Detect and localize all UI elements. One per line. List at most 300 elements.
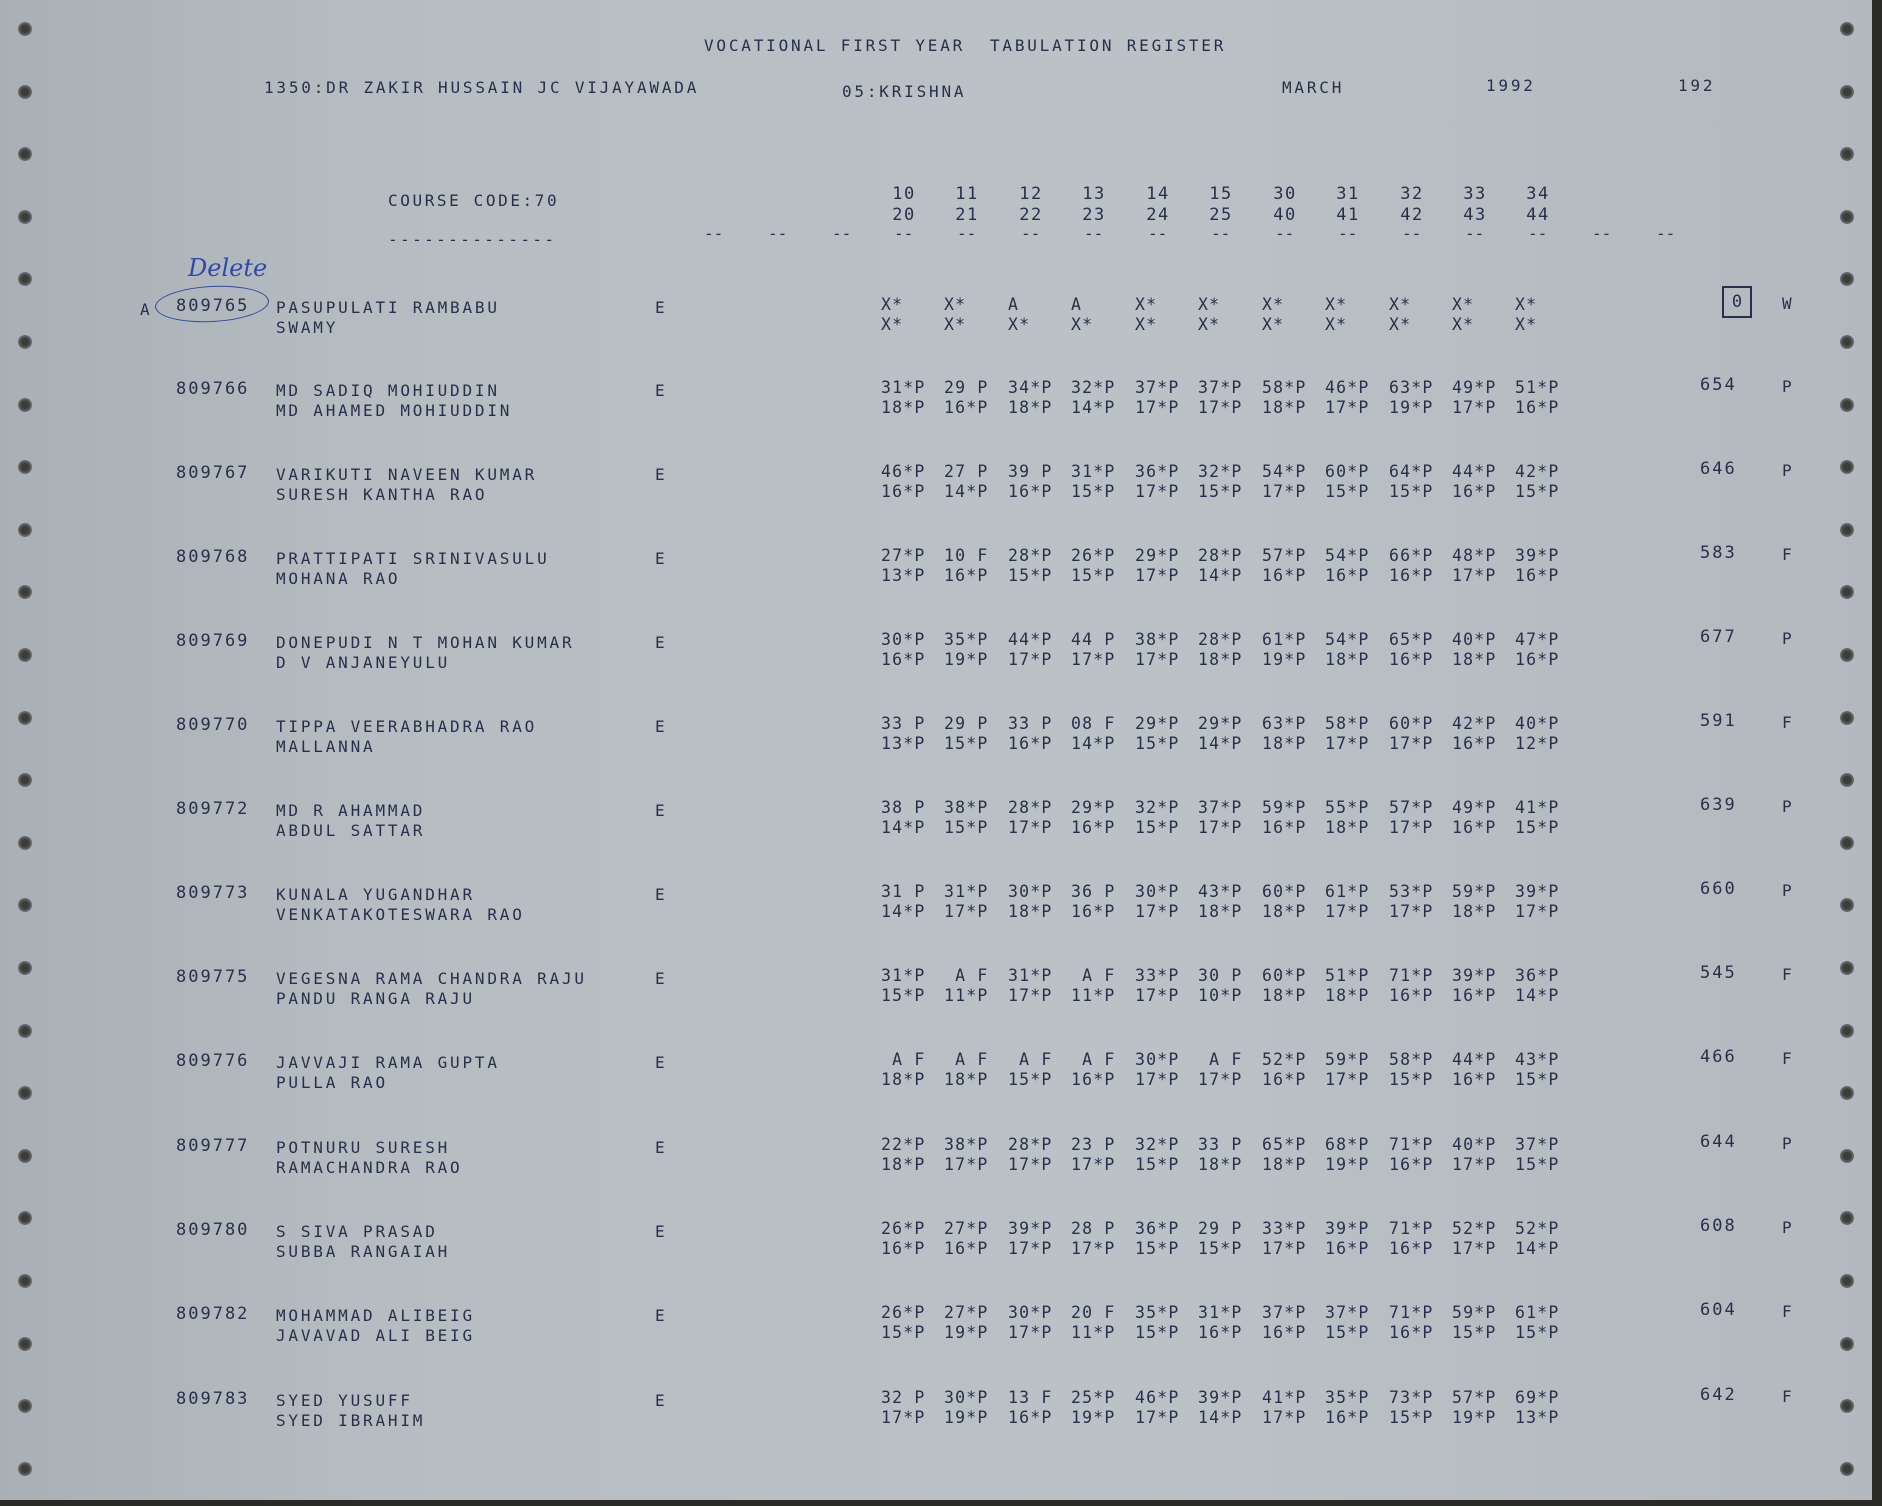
mark-paper-2: 18*P (1198, 902, 1243, 921)
mark-paper-1: 38*P (1135, 630, 1180, 649)
column-dash: -- (832, 224, 852, 243)
mark-paper-2: 15*P (1135, 1239, 1180, 1258)
feed-hole (18, 773, 32, 787)
feed-hole (18, 523, 32, 537)
subject-code-bottom: 23 (1082, 205, 1106, 225)
student-row (0, 879, 1872, 939)
mark-paper-2: 19*P (1452, 1408, 1497, 1427)
roll-number: 809783 (176, 1389, 250, 1409)
mark-paper-2: 16*P (1262, 1323, 1307, 1342)
mark-paper-1: 39*P (1198, 1388, 1243, 1407)
mark-paper-1: 40*P (1452, 630, 1497, 649)
mark-paper-1: 37*P (1135, 378, 1180, 397)
mark-paper-1: 22*P (881, 1135, 926, 1154)
mark-paper-1: 27*P (944, 1303, 989, 1322)
mark-paper-1: 31*P (881, 966, 926, 985)
mark-paper-1: 44*P (1452, 462, 1497, 481)
mark-paper-1: 69*P (1515, 1388, 1560, 1407)
mark-paper-1: 27*P (881, 546, 926, 565)
column-dash: -- (1528, 224, 1548, 243)
roll-number: 809780 (176, 1220, 250, 1240)
medium: E (655, 1138, 665, 1157)
mark-paper-1: 31 P (881, 882, 926, 901)
feed-hole (18, 210, 32, 224)
subject-code-top: 13 (1082, 184, 1106, 204)
medium: E (655, 969, 665, 988)
mark-paper-2: 11*P (944, 986, 989, 1005)
mark-paper-1: X* (1198, 295, 1221, 314)
mark-paper-1: 58*P (1389, 1050, 1434, 1069)
mark-paper-2: 17*P (1452, 398, 1497, 417)
mark-paper-1: 58*P (1325, 714, 1370, 733)
mark-paper-2: 17*P (1008, 1239, 1053, 1258)
mark-paper-2: 19*P (944, 650, 989, 669)
mark-paper-2: 16*P (1071, 1070, 1116, 1089)
result-status: F (1782, 965, 1792, 984)
mark-paper-2: 17*P (1198, 398, 1243, 417)
mark-paper-2: 12*P (1515, 734, 1560, 753)
mark-paper-2: 14*P (1515, 1239, 1560, 1258)
column-dash: -- (1465, 224, 1485, 243)
subject-code-bottom: 24 (1146, 205, 1170, 225)
mark-paper-1: A F (881, 1050, 926, 1069)
mark-paper-1: 13 F (1008, 1388, 1053, 1407)
mark-paper-2: 16*P (1262, 566, 1307, 585)
column-dash: -- (1211, 224, 1231, 243)
mark-paper-2: 14*P (1071, 398, 1116, 417)
subject-code (1455, 184, 1495, 226)
mark-paper-2: 17*P (1325, 902, 1370, 921)
total-marks: 545 (1700, 963, 1737, 983)
subject-code-top: 30 (1273, 184, 1297, 204)
mark-paper-2: 17*P (1262, 482, 1307, 501)
father-name: MALLANNA (276, 737, 376, 756)
subject-code-bottom: 20 (892, 205, 916, 225)
mark-paper-1: 28*P (1008, 1135, 1053, 1154)
mark-paper-2: X* (1452, 315, 1475, 334)
medium: E (655, 1391, 665, 1410)
mark-paper-1: 40*P (1515, 714, 1560, 733)
mark-paper-1: 23 P (1071, 1135, 1116, 1154)
mark-paper-1: A (1008, 295, 1020, 314)
college-name: 1350:DR ZAKIR HUSSAIN JC VIJAYAWADA (264, 78, 700, 97)
mark-paper-2: 16*P (1515, 398, 1560, 417)
student-name: VARIKUTI NAVEEN KUMAR (276, 465, 538, 484)
mark-paper-2: 13*P (881, 566, 926, 585)
mark-paper-1: 08 F (1071, 714, 1116, 733)
mark-paper-1: 37*P (1515, 1135, 1560, 1154)
student-name: VEGESNA RAMA CHANDRA RAJU (276, 969, 587, 988)
mark-paper-1: 49*P (1452, 378, 1497, 397)
student-row (0, 627, 1872, 687)
mark-paper-1: 29*P (1135, 714, 1180, 733)
mark-paper-1: 29 P (944, 714, 989, 733)
subject-code-bottom: 42 (1400, 205, 1424, 225)
mark-paper-2: 16*P (1008, 482, 1053, 501)
mark-paper-2: 15*P (1198, 1239, 1243, 1258)
mark-paper-2: 17*P (944, 902, 989, 921)
mark-paper-1: 41*P (1515, 798, 1560, 817)
feed-hole (1840, 1274, 1854, 1288)
father-name: SUBBA RANGAIAH (276, 1242, 451, 1261)
mark-paper-2: 16*P (1071, 818, 1116, 837)
mark-paper-1: 65*P (1262, 1135, 1307, 1154)
feed-hole (1840, 272, 1854, 286)
mark-paper-2: 17*P (1135, 986, 1180, 1005)
mark-paper-1: 33 P (1008, 714, 1053, 733)
mark-paper-2: 16*P (881, 650, 926, 669)
subject-code (947, 184, 987, 226)
column-dash: -- (1021, 224, 1041, 243)
mark-paper-2: 16*P (1452, 986, 1497, 1005)
mark-paper-1: 36 P (1071, 882, 1116, 901)
mark-paper-1: 59*P (1452, 882, 1497, 901)
mark-paper-2: 17*P (1008, 818, 1053, 837)
mark-paper-1: 61*P (1515, 1303, 1560, 1322)
result-status: P (1782, 881, 1792, 900)
mark-paper-2: 19*P (944, 1408, 989, 1427)
subject-code-top: 15 (1209, 184, 1233, 204)
mark-paper-1: 30*P (1135, 882, 1180, 901)
subject-code-top: 33 (1463, 184, 1487, 204)
mark-paper-2: 18*P (1008, 398, 1053, 417)
mark-paper-1: 39*P (1515, 882, 1560, 901)
total-marks: 646 (1700, 459, 1737, 479)
student-row (0, 795, 1872, 855)
mark-paper-1: A F (1198, 1050, 1243, 1069)
mark-paper-2: 17*P (1325, 398, 1370, 417)
mark-paper-1: 35*P (1135, 1303, 1180, 1322)
mark-paper-2: 16*P (1262, 818, 1307, 837)
mark-paper-2: 17*P (1135, 482, 1180, 501)
exam-year: 1992 (1486, 76, 1536, 95)
student-row (0, 1132, 1872, 1192)
subject-code-top: 31 (1336, 184, 1360, 204)
mark-paper-2: 18*P (1325, 986, 1370, 1005)
subject-code (1138, 184, 1178, 226)
mark-paper-2: 16*P (881, 482, 926, 501)
subject-code-bottom: 21 (955, 205, 979, 225)
column-dash: -- (1275, 224, 1295, 243)
mark-paper-1: 31*P (1198, 1303, 1243, 1322)
mark-paper-2: 17*P (1071, 1155, 1116, 1174)
mark-paper-2: 14*P (1515, 986, 1560, 1005)
mark-paper-2: 17*P (1262, 1408, 1307, 1427)
mark-paper-2: X* (881, 315, 904, 334)
mark-paper-1: 39*P (1515, 546, 1560, 565)
mark-paper-1: 63*P (1262, 714, 1307, 733)
mark-paper-1: 36*P (1135, 1219, 1180, 1238)
student-name: MD R AHAMMAD (276, 801, 426, 820)
mark-paper-1: 33*P (1135, 966, 1180, 985)
mark-paper-1: A F (1008, 1050, 1053, 1069)
feed-hole (1840, 1462, 1854, 1476)
subject-code (1518, 184, 1558, 226)
mark-paper-1: A F (1071, 966, 1116, 985)
mark-paper-2: 15*P (1389, 482, 1434, 501)
roll-number: 809767 (176, 463, 250, 483)
mark-paper-1: 44 P (1071, 630, 1116, 649)
mark-paper-2: 15*P (1389, 1070, 1434, 1089)
mark-paper-1: 52*P (1515, 1219, 1560, 1238)
mark-paper-1: 33*P (1262, 1219, 1307, 1238)
mark-paper-2: 17*P (1198, 1070, 1243, 1089)
mark-paper-2: 15*P (1515, 1323, 1560, 1342)
mark-paper-1: 44*P (1452, 1050, 1497, 1069)
mark-paper-1: 37*P (1198, 378, 1243, 397)
handwritten-note: Delete (188, 254, 268, 282)
father-name: D V ANJANEYULU (276, 653, 451, 672)
exam-month: MARCH (1282, 78, 1345, 97)
column-dash: -- (1656, 224, 1676, 243)
student-row (0, 459, 1872, 519)
result-status: P (1782, 461, 1792, 480)
mark-paper-1: 35*P (1325, 1388, 1370, 1407)
mark-paper-2: 17*P (1008, 650, 1053, 669)
medium: E (655, 1306, 665, 1325)
mark-paper-2: X* (1198, 315, 1221, 334)
subject-code-top: 12 (1019, 184, 1043, 204)
student-row (0, 254, 1872, 352)
student-name: JAVVAJI RAMA GUPTA (276, 1053, 500, 1072)
student-row (0, 375, 1872, 435)
father-name: SURESH KANTHA RAO (276, 485, 488, 504)
feed-hole (18, 272, 32, 286)
mark-paper-2: X* (1135, 315, 1158, 334)
mark-paper-1: 42*P (1515, 462, 1560, 481)
mark-paper-1: 39*P (1325, 1219, 1370, 1238)
mark-paper-1: 40*P (1452, 1135, 1497, 1154)
student-name: PASUPULATI RAMBABU (276, 298, 500, 317)
mark-paper-2: 17*P (1135, 398, 1180, 417)
mark-paper-1: 37*P (1262, 1303, 1307, 1322)
mark-paper-1: 29*P (1198, 714, 1243, 733)
mark-paper-1: 65*P (1389, 630, 1434, 649)
mark-paper-2: 17*P (1389, 818, 1434, 837)
roll-number: 809768 (176, 547, 250, 567)
feed-hole (1840, 85, 1854, 99)
result-status: F (1782, 545, 1792, 564)
mark-paper-2: 15*P (1198, 482, 1243, 501)
mark-paper-2: 16*P (1389, 986, 1434, 1005)
mark-paper-2: 15*P (944, 734, 989, 753)
mark-paper-1: 71*P (1389, 1303, 1434, 1322)
mark-paper-1: 32*P (1198, 462, 1243, 481)
roll-number: 809782 (176, 1304, 250, 1324)
roll-number: 809766 (176, 379, 250, 399)
subject-code-bottom: 22 (1019, 205, 1043, 225)
subject-code (884, 184, 924, 226)
mark-paper-2: 15*P (1325, 1323, 1370, 1342)
student-row (0, 543, 1872, 603)
mark-paper-2: 15*P (1389, 1408, 1434, 1427)
medium: E (655, 1222, 665, 1241)
student-row (0, 1216, 1872, 1276)
mark-paper-2: 17*P (944, 1155, 989, 1174)
mark-paper-2: 17*P (881, 1408, 926, 1427)
result-status: P (1782, 1218, 1792, 1237)
mark-paper-1: 51*P (1515, 378, 1560, 397)
mark-paper-1: 55*P (1325, 798, 1370, 817)
medium: E (655, 801, 665, 820)
district-name: 05:KRISHNA (842, 82, 967, 101)
mark-paper-1: 44*P (1008, 630, 1053, 649)
mark-paper-1: 46*P (1135, 1388, 1180, 1407)
mark-paper-2: 17*P (1008, 1323, 1053, 1342)
mark-paper-2: 16*P (1198, 1323, 1243, 1342)
mark-paper-1: 27*P (944, 1219, 989, 1238)
mark-paper-1: 33 P (1198, 1135, 1243, 1154)
mark-paper-2: 17*P (1198, 818, 1243, 837)
mark-paper-1: 31*P (881, 378, 926, 397)
mark-paper-1: X* (1389, 295, 1412, 314)
mark-paper-1: 61*P (1325, 882, 1370, 901)
mark-paper-1: X* (881, 295, 904, 314)
student-name: DONEPUDI N T MOHAN KUMAR (276, 633, 575, 652)
mark-paper-1: 66*P (1389, 546, 1434, 565)
mark-paper-2: 18*P (1452, 650, 1497, 669)
mark-paper-2: 14*P (881, 818, 926, 837)
subject-code (1265, 184, 1305, 226)
mark-paper-2: X* (1008, 315, 1031, 334)
feed-hole (1840, 1024, 1854, 1038)
mark-paper-2: 16*P (1008, 1408, 1053, 1427)
student-name: MOHAMMAD ALIBEIG (276, 1306, 475, 1325)
feed-hole (1840, 22, 1854, 36)
mark-paper-2: 17*P (1135, 902, 1180, 921)
mark-paper-1: 37*P (1198, 798, 1243, 817)
medium: E (655, 1053, 665, 1072)
total-marks: 608 (1700, 1216, 1737, 1236)
mark-paper-2: 15*P (1008, 566, 1053, 585)
mark-paper-1: 32*P (1135, 798, 1180, 817)
result-status: F (1782, 1049, 1792, 1068)
result-status: P (1782, 1134, 1792, 1153)
roll-number: 809777 (176, 1136, 250, 1156)
result-status: P (1782, 377, 1792, 396)
medium: E (655, 298, 665, 317)
father-name: VENKATAKOTESWARA RAO (276, 905, 525, 924)
feed-hole (18, 1462, 32, 1476)
subject-code (1074, 184, 1114, 226)
mark-paper-2: 19*P (1325, 1155, 1370, 1174)
mark-paper-2: 16*P (1452, 1070, 1497, 1089)
mark-paper-2: 18*P (1262, 398, 1307, 417)
feed-hole (1840, 773, 1854, 787)
mark-paper-1: 52*P (1262, 1050, 1307, 1069)
total-marks: 466 (1700, 1047, 1737, 1067)
mark-paper-2: 17*P (1071, 1239, 1116, 1258)
student-name: KUNALA YUGANDHAR (276, 885, 475, 904)
mark-paper-1: 29*P (1135, 546, 1180, 565)
mark-paper-1: 30*P (1135, 1050, 1180, 1069)
mark-paper-2: 17*P (1135, 650, 1180, 669)
mark-paper-1: 10 F (944, 546, 989, 565)
mark-paper-1: 47*P (1515, 630, 1560, 649)
mark-paper-2: 16*P (1452, 818, 1497, 837)
mark-paper-2: 17*P (1452, 1239, 1497, 1258)
father-name: SWAMY (276, 318, 339, 337)
mark-paper-2: 19*P (1071, 1408, 1116, 1427)
column-dash: -- (1402, 224, 1422, 243)
mark-paper-2: X* (1325, 315, 1348, 334)
mark-paper-2: 18*P (1008, 902, 1053, 921)
mark-paper-2: 17*P (1071, 650, 1116, 669)
student-row (0, 1300, 1872, 1360)
mark-paper-2: 14*P (1198, 1408, 1243, 1427)
mark-paper-2: 19*P (944, 1323, 989, 1342)
column-dash: -- (894, 224, 914, 243)
mark-paper-2: 15*P (1515, 1155, 1560, 1174)
medium: E (655, 381, 665, 400)
student-row (0, 1385, 1872, 1445)
mark-paper-1: 46*P (1325, 378, 1370, 397)
total-marks: 591 (1700, 711, 1737, 731)
mark-paper-2: 18*P (1262, 1155, 1307, 1174)
mark-paper-2: 16*P (1452, 734, 1497, 753)
mark-paper-1: A F (944, 1050, 989, 1069)
feed-hole (1840, 147, 1854, 161)
result-status: P (1782, 629, 1792, 648)
feed-hole (18, 1024, 32, 1038)
mark-paper-2: 16*P (944, 398, 989, 417)
student-name: POTNURU SURESH (276, 1138, 451, 1157)
mark-paper-1: 28*P (1008, 798, 1053, 817)
feed-hole (18, 22, 32, 36)
mark-paper-1: 33 P (881, 714, 926, 733)
mark-paper-2: 14*P (1198, 566, 1243, 585)
mark-paper-1: 29 P (1198, 1219, 1243, 1238)
page-number: 192 (1678, 76, 1716, 95)
mark-paper-1: 38*P (944, 798, 989, 817)
mark-paper-2: 17*P (1008, 986, 1053, 1005)
mark-paper-1: 38*P (944, 1135, 989, 1154)
mark-paper-2: 16*P (1389, 1323, 1434, 1342)
mark-paper-1: 30*P (944, 1388, 989, 1407)
subject-code-top: 14 (1146, 184, 1170, 204)
result-status: F (1782, 1302, 1792, 1321)
course-code: COURSE CODE:70 (388, 191, 560, 210)
mark-paper-2: 16*P (1452, 482, 1497, 501)
father-name: ABDUL SATTAR (276, 821, 426, 840)
column-dash: -- (704, 224, 724, 243)
father-name: SYED IBRAHIM (276, 1411, 426, 1430)
mark-paper-2: X* (1071, 315, 1094, 334)
roll-number: 809769 (176, 631, 250, 651)
mark-paper-1: 32*P (1135, 1135, 1180, 1154)
mark-paper-1: 61*P (1262, 630, 1307, 649)
mark-paper-1: A F (1071, 1050, 1116, 1069)
mark-paper-1: 26*P (881, 1219, 926, 1238)
mark-paper-1: 31*P (944, 882, 989, 901)
mark-paper-2: 18*P (1325, 650, 1370, 669)
column-dash: -- (1084, 224, 1104, 243)
mark-paper-1: 28*P (1198, 546, 1243, 565)
subject-code (1392, 184, 1432, 226)
father-name: MOHANA RAO (276, 569, 401, 588)
mark-paper-1: 28*P (1198, 630, 1243, 649)
mark-paper-2: 17*P (1262, 1239, 1307, 1258)
student-row (0, 711, 1872, 771)
mark-paper-2: 17*P (1008, 1155, 1053, 1174)
mark-paper-2: 16*P (1389, 566, 1434, 585)
mark-paper-2: 14*P (1198, 734, 1243, 753)
mark-paper-2: 16*P (1515, 566, 1560, 585)
mark-paper-2: 16*P (1325, 1408, 1370, 1427)
mark-paper-1: 28*P (1008, 546, 1053, 565)
register-title: VOCATIONAL FIRST YEAR TABULATION REGISTER (704, 36, 1227, 55)
mark-paper-2: 18*P (1262, 986, 1307, 1005)
